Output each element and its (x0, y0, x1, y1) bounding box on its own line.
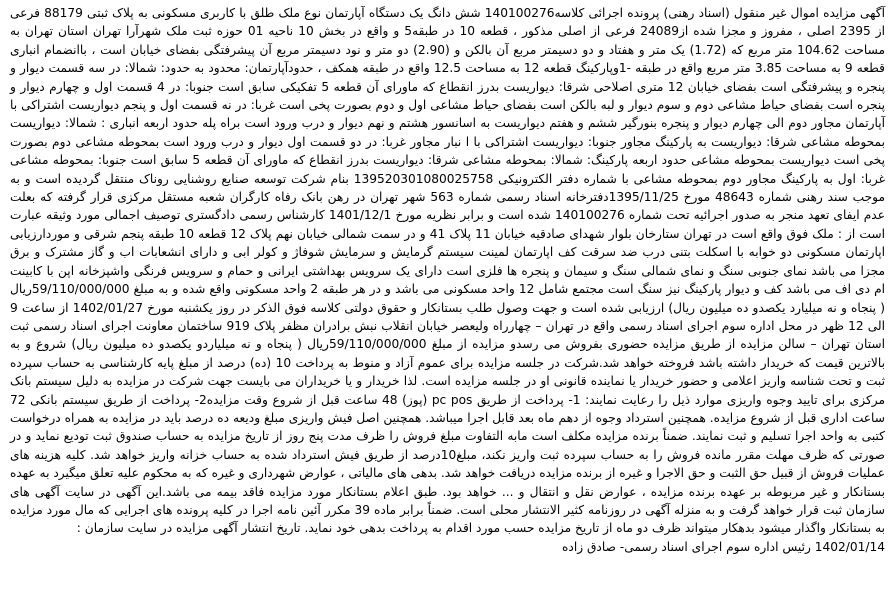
notice-body: آگهی مزایده اموال غیر منقول (اسناد رهنی) پرونده اجرائی کلاسه140100276 شش دانگ یک دستگاه آپارتمان نوع ملک طلق با کاربری مسکونی به پلاک ثبتی 88179 فرعی از 2395 اصلی ، مفروز و مجزا شده از24089 فرعی از اصلی مذکور ، قطعه 10 در طبقه5 و واقع در بخش 10 ناحیه 01 حوزه ثبت ملک شهرآرا تهران استان تهران به مساحت 104.62 متر مربع که (1.72) یک متر و هفتاد و دو دسیمتر مربع آن بالکن و (2.90) دو متر و نود دسیمتر مربع آن پیشرفتگی بفضای خیابان است ، باانضمام انباری قطعه 9 به مساحت 3.85 متر مربع واقع در طبقه -1وپارکینگ قطعه 12 به مساحت 12.5 واقع در طبقه همکف ، حدودآپارتمان: محدود به حدود: شمالا: در سه قسمت دیوار و پنجره و پیشرفتگی است بفضای خیابان 12 متری اصلاحی شرقا: دیواریست بدرز انقطاع که ماورای آن قطعه 5 تفکیکی سابق است جنوبا: در 4 قسمت اول و چهارم دیوار و پنجره است بفضای حیاط مشاعی دوم و سوم دیوار و لبه بالکن است بفضای حیاط مشاعی اول و دوم بصورت پخی است غربا: در نه قسمت اول و پنجم دیواریست اشتراکی با آپارتمان مجاور دوم الی چهارم دیوار و پنجره بنورگیر ششم و هفتم دیواریست به اسانسور هشتم و نهم دیوار و درب ورود است براه پله حدود اربعه انباری : شمالا: دیواریست بمحوطه مشاعی شرقا: دیواریست به پارکینگ مجاور جنوبا: دیواریست اشتراکی با ا نبار مجاور غربا: در دو قسمت اول دیوار و درب ورود است بمحوطه مشاعی دوم بصورت پخی است دیواریست بمحوطه مشاعی حدود اربعه پارکینگ: شمالا: بمحوطه مشاعی شرقا: دیواریست بدرز انقطاع که ماورای آن قطعه 5 سابق است جنوبا: بمحوطه مشاعی غربا: اول به پارکینگ مجاور دوم بمحوطه مشاعی با شماره دفتر الکترونیکی 139520301080025758 بنام شرکت توسعه صنایع روشنایی روناک منتقل گردیده است و به موجب سند رهنی شماره 48643 مورخ 1395/11/25دفترخانه اسناد رسمی شماره 563 شهر تهران در رهن بانک رفاه کارگران شعبه مستقل مرکزی قرار گرفته که بعلت عدم ایفای تعهد منجر به صدور اجرائیه تحت شماره 140100276 شده است و برابر نظریه مورخ 1401/12/1 کارشناس رسمی دادگستری توصیف اجمالی مورد وثیقه عبارت است از : ملک فوق واقع است در تهران ستارخان بلوار شهدای صادقیه خیابان 11 پلاک 41 و در سمت شمالی خیابان نهم پلاک 12 قطعه 10 طبقه پنجم شرقی و موردارزیابی اپارتمان مسکونی دو خوابه با اسکلت بتنی درب ضد سرقت کف اپارتمان لمینت سیستم گرمایش و سرمایش شوفاژ و کولر ابی و دارای انشعابات اب و گاز مشترک و برق مجزا می باشد نمای جنوبی سنگ و نمای شمالی سنگ و سیمان و پنجره ها فلزی است دارای یک سرویس بهداشتی ایرانی و حمام و سرویس فرنگی واشپزخانه اپن با کابینت ام دی اف می باشد کف و دیوار پارکینگ نیز سنگ است مجتمع شامل 12 واحد مسکونی می باشد و در هر طبقه 2 واحد مسکونی واقع شده و به مبلغ 59/110/000/000ریال ( پنجاه و نه میلیارد یکصدو ده میلیون ریال) ارزیابی شده است و جهت وصول طلب بستانکار و حقوق دولتی کلاسه فوق الذکر در روز یکشنبه مورخ 1402/01/27 از ساعت 9 الی 12 ظهر در محل اداره سوم اجرای اسناد رسمی واقع در تهران – چهارراه ولیعصر خیابان انقلاب نبش برادران مظفر پلاک 919 ساختمان معاونت اجرای اسناد رسمی ثبت استان تهران – سالن مزایده از طریق مزایده حضوری بفروش می رسدو مزایده از مبلغ 59/110/000/000ریال ( پنجاه و نه میلیاردو یکصدو ده میلیون ریال) شروع و به بالاترین قیمت که خریدار داشته باشد فروخته خواهد شد.شرکت در جلسه مزایده برای عموم آزاد و منوط به پرداخت 10 (ده) درصد از مبلغ پایه کارشناسی به حساب سپرده ثبت و تحت شناسه واریز اعلامی و حضور خریدار یا نماینده قانونی او در جلسه مزایده است. لذا خریدار و یا خریداران می بایست جهت شرکت در مزایده به دلیل سیستم بانک مرکزی برای تایید وجوه واریزی موارد ذیل را رعایت نمایند: 1- پرداخت از طریق pc pos (پوز) 48 ساعت قبل از شروع وقت مزایده2- پرداخت از طریق سیستم بانکی 72 ساعت اداری قبل از شروع مزایده. همچنین استرداد وجوه از دهم ماه بعد قابل اجرا میباشد. همچنین اصل فیش واریزی مبلغ ودیعه ده درصد باید در مزایده به همراه درخواست کتبی به واحد اجرا تسلیم و ثبت نمایند. ضمناً برنده مزایده مکلف است مابه التفاوت مبلغ فروش را ظرف مدت پنج روز از تاریخ مزایده به حساب صندوق ثبت تودیع نماید و در صورتی که ظرف مهلت مقرر مانده فروش را به حساب سپرده ثبت واریز نکند، مبلغ10درصد از طریق فیش استرداد شده به حساب خزانه واریز خواهد شد. کلیه هزینه های عملیات فروش از قبیل حق الثبت و حق الاجرا و غیره از برنده مزایده دریافت خواهد شد. بدهی های مالیاتی ، عوارض شهرداری و غیره که به محکوم علیه تعلق میگیرد به عهده بستانکار و غیر مربوطه بر عهده برنده مزایده ، عوارض نقل و انتقال و ... خواهد بود. طبق اعلام بستانکار مورد مزایده فاقد بیمه می باشد.این آگهی در سایت آگهی های سازمان ثبت قرار خواهد گرفت و به منزله آگهی در روزنامه کثیر الانتشار محلی است. ضمناً برابر ماده 39 مکرر آئین نامه اجرا در کلیه پرونده های اجرایی که مال مورد مزایده به بستانکار واگذار میشود بدهکار میتواند ظرف دو ماه از تاریخ مزایده حسب مورد اقدام به پرداخت بدهی خود نماید. تاریخ انتشار آگهی مزایده در سایت سازمان : (10, 6, 886, 536)
notice-signature: 1402/01/14 رئیس اداره سوم اجرای اسناد رسمی- صادق زاده (562, 539, 885, 554)
